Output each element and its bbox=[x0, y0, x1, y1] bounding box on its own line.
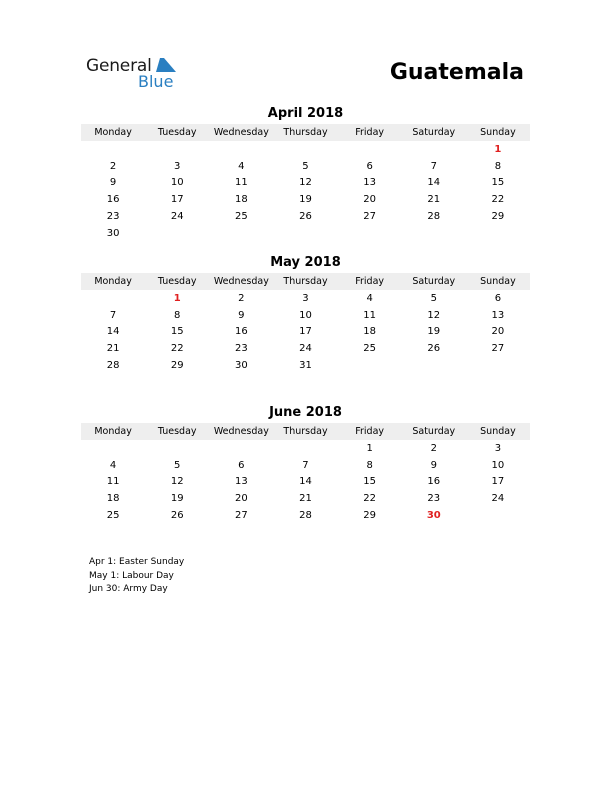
week-row bbox=[81, 440, 530, 457]
day-cell: 6 bbox=[238, 459, 245, 471]
day-cell: 1 bbox=[366, 442, 373, 454]
day-cell: 23 bbox=[106, 211, 120, 223]
day-cell: 17 bbox=[491, 476, 505, 488]
day-cell: 3 bbox=[494, 442, 502, 454]
day-cell: 18 bbox=[363, 326, 376, 338]
day-cell: 16 bbox=[427, 476, 441, 488]
day-cell: 4 bbox=[366, 292, 373, 304]
day-cell: 14 bbox=[299, 476, 312, 488]
weekday-label: Wednesday bbox=[213, 426, 269, 437]
weekday-label: Thursday bbox=[283, 426, 328, 437]
day-cell: 30 bbox=[234, 360, 248, 372]
day-cell: 22 bbox=[491, 194, 505, 206]
day-cell: 21 bbox=[106, 343, 120, 355]
day-cell: 29 bbox=[491, 211, 505, 223]
weekday-label: Monday bbox=[94, 426, 132, 437]
day-cell: 19 bbox=[170, 493, 184, 505]
day-cell: 25 bbox=[106, 510, 120, 522]
day-cell: 19 bbox=[427, 326, 441, 338]
brand-general-text: General bbox=[86, 56, 152, 76]
day-cell: 6 bbox=[366, 160, 373, 172]
holiday-notes bbox=[89, 556, 184, 597]
weekday-header bbox=[81, 273, 530, 290]
weekday-label: Friday bbox=[355, 426, 385, 437]
day-cell: 12 bbox=[299, 177, 312, 189]
week-row bbox=[81, 324, 530, 341]
weekday-label: Saturday bbox=[412, 426, 456, 437]
brand-logo bbox=[86, 56, 186, 92]
holiday-day-cell: 30 bbox=[426, 510, 441, 522]
day-cell: 2 bbox=[109, 160, 117, 172]
day-cell: 7 bbox=[430, 160, 437, 172]
day-cell: 3 bbox=[174, 160, 181, 172]
weekday-label: Monday bbox=[94, 276, 132, 287]
month-block bbox=[81, 405, 530, 524]
day-cell: 15 bbox=[491, 177, 505, 189]
day-cell: 5 bbox=[302, 160, 309, 172]
weekday-label: Tuesday bbox=[157, 127, 197, 138]
weekday-label: Saturday bbox=[412, 127, 456, 138]
weekday-label: Friday bbox=[355, 127, 385, 138]
day-cell: 6 bbox=[494, 292, 502, 304]
day-cell: 13 bbox=[363, 177, 376, 189]
day-cell: 23 bbox=[234, 343, 248, 355]
day-cell: 24 bbox=[299, 343, 312, 355]
week-row bbox=[81, 507, 530, 524]
day-cell: 13 bbox=[491, 309, 505, 321]
day-cell: 16 bbox=[234, 326, 248, 338]
day-cell: 30 bbox=[106, 227, 120, 239]
day-cell: 17 bbox=[170, 194, 184, 206]
day-cell: 8 bbox=[174, 309, 181, 321]
day-cell: 15 bbox=[170, 326, 184, 338]
day-cell: 11 bbox=[106, 476, 120, 488]
day-cell: 28 bbox=[427, 211, 441, 223]
week-row bbox=[81, 490, 530, 507]
month-title: May 2018 bbox=[270, 255, 341, 270]
day-cell: 20 bbox=[363, 194, 376, 206]
day-cell: 4 bbox=[238, 160, 245, 172]
weekday-label: Wednesday bbox=[213, 127, 269, 138]
holiday-day-cell: 1 bbox=[494, 143, 502, 155]
week-row bbox=[81, 340, 530, 357]
day-cell: 14 bbox=[427, 177, 441, 189]
weekday-label: Thursday bbox=[283, 276, 328, 287]
weekday-label: Monday bbox=[94, 127, 132, 138]
day-cell: 7 bbox=[302, 459, 309, 471]
week-row bbox=[81, 141, 530, 158]
weekday-label: Thursday bbox=[283, 127, 328, 138]
weekday-label: Sunday bbox=[480, 127, 516, 138]
day-cell: 26 bbox=[299, 211, 312, 223]
weekday-header bbox=[81, 124, 530, 141]
day-cell: 8 bbox=[366, 459, 373, 471]
day-cell: 25 bbox=[363, 343, 376, 355]
day-cell: 15 bbox=[363, 476, 376, 488]
brand-flag-icon bbox=[156, 58, 176, 72]
day-cell: 22 bbox=[170, 343, 184, 355]
day-cell: 20 bbox=[234, 493, 248, 505]
day-cell: 31 bbox=[299, 360, 312, 372]
day-cell: 18 bbox=[106, 493, 120, 505]
day-cell: 13 bbox=[234, 476, 248, 488]
day-cell: 9 bbox=[430, 459, 437, 471]
day-cell: 17 bbox=[299, 326, 312, 338]
weekday-label: Sunday bbox=[480, 426, 516, 437]
day-cell: 5 bbox=[174, 459, 181, 471]
day-cell: 8 bbox=[494, 160, 502, 172]
day-cell: 10 bbox=[491, 459, 505, 471]
week-row bbox=[81, 191, 530, 208]
day-cell: 2 bbox=[238, 292, 245, 304]
day-cell: 9 bbox=[109, 177, 117, 189]
day-cell: 19 bbox=[299, 194, 312, 206]
holiday-day-cell: 1 bbox=[173, 292, 181, 304]
day-cell: 28 bbox=[106, 360, 120, 372]
holiday-note: May 1: Labour Day bbox=[89, 570, 174, 581]
day-cell: 26 bbox=[427, 343, 441, 355]
week-row bbox=[81, 457, 530, 474]
day-cell: 16 bbox=[106, 194, 120, 206]
weekday-label: Wednesday bbox=[213, 276, 269, 287]
month-block bbox=[81, 106, 530, 242]
day-cell: 14 bbox=[106, 326, 120, 338]
day-cell: 27 bbox=[491, 343, 505, 355]
day-cell: 28 bbox=[299, 510, 312, 522]
day-cell: 26 bbox=[170, 510, 184, 522]
week-row bbox=[81, 158, 530, 175]
day-cell: 3 bbox=[302, 292, 309, 304]
week-row bbox=[81, 474, 530, 491]
day-cell: 21 bbox=[427, 194, 441, 206]
day-cell: 27 bbox=[234, 510, 248, 522]
weekday-label: Friday bbox=[355, 276, 385, 287]
month-block bbox=[81, 255, 530, 374]
day-cell: 22 bbox=[363, 493, 376, 505]
weekday-label: Tuesday bbox=[157, 426, 197, 437]
week-row bbox=[81, 175, 530, 192]
day-cell: 4 bbox=[109, 459, 117, 471]
holiday-note: Jun 30: Army Day bbox=[89, 584, 168, 594]
day-cell: 10 bbox=[299, 309, 312, 321]
day-cell: 9 bbox=[238, 309, 245, 321]
week-row bbox=[81, 290, 530, 307]
weekday-label: Tuesday bbox=[157, 276, 197, 287]
day-cell: 20 bbox=[491, 326, 505, 338]
day-cell: 29 bbox=[363, 510, 376, 522]
week-row bbox=[81, 357, 530, 374]
week-row bbox=[81, 307, 530, 324]
day-cell: 11 bbox=[363, 309, 376, 321]
day-cell: 23 bbox=[427, 493, 441, 505]
day-cell: 24 bbox=[491, 493, 505, 505]
day-cell: 11 bbox=[234, 177, 248, 189]
week-row bbox=[81, 208, 530, 225]
day-cell: 12 bbox=[427, 309, 441, 321]
day-cell: 10 bbox=[170, 177, 184, 189]
country-title: Guatemala bbox=[389, 60, 524, 85]
day-cell: 7 bbox=[109, 309, 117, 321]
brand-blue-text: Blue bbox=[138, 72, 174, 91]
month-title: April 2018 bbox=[267, 106, 344, 121]
week-row bbox=[81, 225, 530, 242]
day-cell: 29 bbox=[170, 360, 184, 372]
holiday-note: Apr 1: Easter Sunday bbox=[89, 557, 185, 567]
day-cell: 2 bbox=[430, 442, 437, 454]
day-cell: 12 bbox=[170, 476, 184, 488]
month-title: June 2018 bbox=[269, 405, 342, 420]
day-cell: 24 bbox=[170, 211, 184, 223]
day-cell: 25 bbox=[234, 211, 248, 223]
weekday-label: Sunday bbox=[480, 276, 516, 287]
day-cell: 21 bbox=[299, 493, 312, 505]
day-cell: 27 bbox=[363, 211, 376, 223]
day-cell: 18 bbox=[234, 194, 248, 206]
day-cell: 5 bbox=[430, 292, 437, 304]
weekday-label: Saturday bbox=[412, 276, 456, 287]
weekday-header bbox=[81, 423, 530, 440]
